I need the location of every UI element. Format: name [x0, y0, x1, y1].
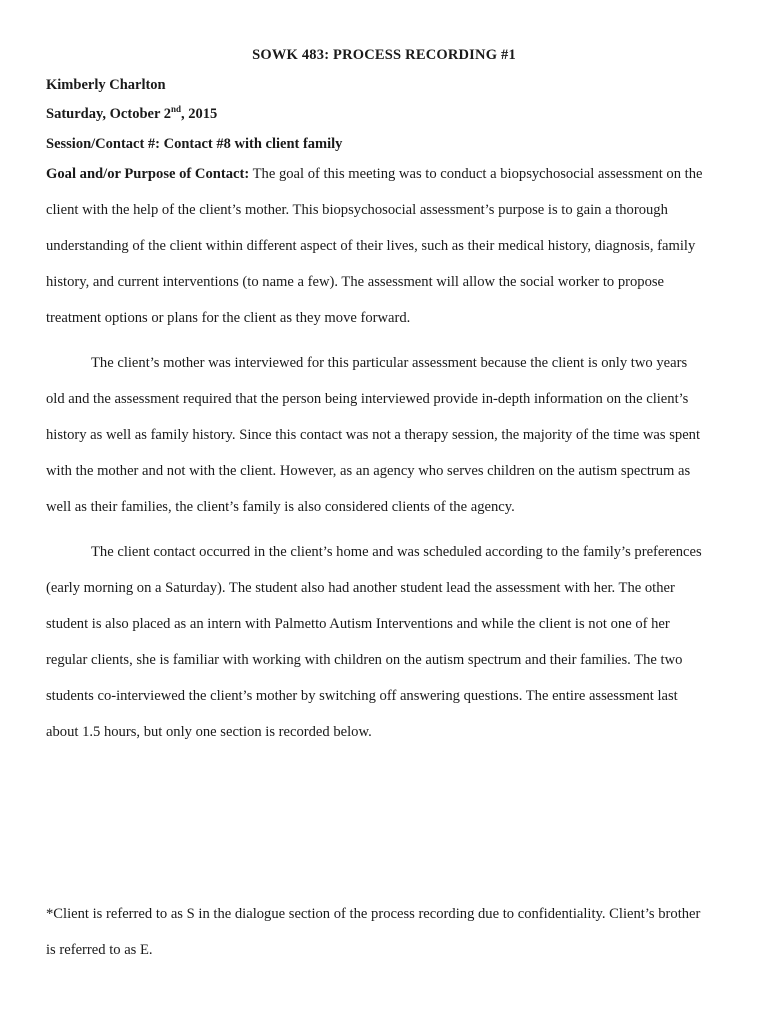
session-value: Contact #8 with client family [163, 136, 343, 152]
paragraph-mother-interview [46, 345, 726, 525]
paragraph-contact-details [46, 534, 726, 750]
goal-line-5: treatment options or plans for the client as they move forward. [46, 310, 411, 326]
p2-line-4: with the mother and not with the client. However, as an agency who serves children on the autism spectrum as [46, 463, 691, 479]
goal-text-1: The goal of this meeting was to conduct a biopsychosocial assessment on the [252, 166, 703, 182]
goal-line-3: understanding of the client within different aspect of their lives, such as their medical history, diagnosis, family [46, 238, 696, 254]
p3-line-1: The client contact occurred in the client’s home and was scheduled according to the family’s preferences [91, 544, 702, 560]
p2-line-3: history as well as family history. Since this contact was not a therapy session, the majority of the time was spent [46, 427, 701, 443]
goal-line-1 [46, 156, 726, 192]
date-superscript: nd [171, 104, 182, 115]
p3-line-6: about 1.5 hours, but only one section is recorded below. [46, 724, 372, 740]
p2-line-2: old and the assessment required that the person being interviewed provide in-depth information on the client’s [46, 391, 689, 407]
session-label: Session/Contact #: [46, 136, 160, 152]
goal-paragraph [46, 156, 726, 336]
goal-label: Goal and/or Purpose of Contact: [46, 166, 250, 182]
confidentiality-footnote [46, 896, 726, 968]
footnote-line-1: *Client is referred to as S in the dialogue section of the process recording due to confidentiality. Client’s brother [46, 906, 701, 922]
session-date [46, 106, 217, 123]
p3-line-2: (early morning on a Saturday). The student also had another student lead the assessment with her. The other [46, 580, 675, 596]
goal-line-4: history, and current interventions (to name a few). The assessment will allow the social worker to propose [46, 274, 665, 290]
session-contact-line [46, 136, 342, 153]
document-title: SOWK 483: PROCESS RECORDING #1 [252, 47, 516, 63]
goal-line-2: client with the help of the client’s mother. This biopsychosocial assessment’s purpose is to gain a thorough [46, 202, 668, 218]
p3-line-4: regular clients, she is familiar with working with children on the autism spectrum and their families. The two [46, 652, 683, 668]
footnote-line-2: is referred to as E. [46, 942, 153, 958]
date-suffix: , 2015 [181, 106, 218, 122]
date-prefix: Saturday, October 2 [46, 106, 171, 122]
p3-line-3: student is also placed as an intern with Palmetto Autism Interventions and while the client is not one of her [46, 616, 670, 632]
p3-line-5: students co-interviewed the client’s mother by switching off answering questions. The entire assessment last [46, 688, 678, 704]
p2-line-1: The client’s mother was interviewed for this particular assessment because the client is only two years [91, 355, 688, 371]
author-name: Kimberly Charlton [46, 77, 166, 93]
p2-line-5: well as their families, the client’s family is also considered clients of the agency. [46, 499, 515, 515]
